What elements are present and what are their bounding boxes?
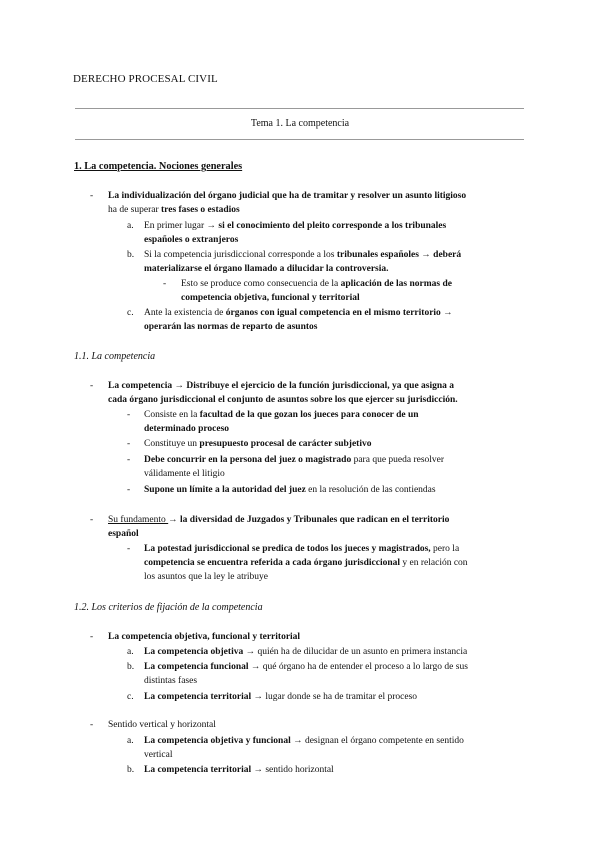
- s1-item-c-line-1: Ante la existencia de órganos con igual competencia en el mismo territorio →: [144, 308, 453, 318]
- s12-item-e: La competencia territorial → sentido horizontal: [144, 765, 334, 775]
- s11-bullet-2-line-2: español: [108, 529, 139, 539]
- list-marker-b: b.: [127, 250, 135, 260]
- s11-bullet-2-sub-line-1: La potestad jurisdiccional se predica de todos los jueces y magistrados, pero la: [144, 544, 460, 554]
- course-header: DERECHO PROCESAL CIVIL: [73, 73, 218, 85]
- s1-item-a-line-2: españoles o extranjeros: [144, 235, 239, 245]
- section-1-1-title: 1.1. La competencia: [74, 351, 156, 362]
- list-marker-c: c.: [127, 308, 134, 318]
- s11-bullet-2-sub-line-2: competencia se encuentra referida a cada órgano jurisdiccional y en relación con: [144, 558, 468, 568]
- bullet-dash: -: [127, 439, 131, 449]
- s1-bullet-1-line-1: La individualización del órgano judicial que ha de tramitar y resolver un asunto litigioso: [108, 191, 467, 201]
- list-marker-a: a.: [127, 647, 134, 657]
- bullet-dash: -: [163, 279, 167, 289]
- s12-item-d-line-1: La competencia objetiva y funcional → designan el órgano competente en sentido: [144, 736, 464, 746]
- bullet-dash: -: [90, 191, 94, 201]
- bullet-dash: -: [90, 381, 94, 391]
- top-divider: [75, 108, 524, 109]
- bullet-dash: -: [127, 544, 131, 554]
- bullet-dash: -: [127, 455, 131, 465]
- s12-item-d-line-2: vertical: [144, 750, 173, 760]
- section-1-2-title: 1.2. Los criterios de fijación de la competencia: [74, 602, 263, 613]
- s12-item-a: La competencia objetiva → quién ha de dilucidar de un asunto en primera instancia: [144, 647, 468, 657]
- s1-bullet-1-line-2: ha de superar tres fases o estadios: [108, 205, 240, 215]
- bullet-dash: -: [90, 720, 94, 730]
- s12-item-b-line-2: distintas fases: [144, 676, 198, 686]
- s11-sub-1-line-2: determinado proceso: [144, 424, 230, 434]
- s1-item-b-line-2: materializarse el órgano llamado a dilucidar la controversia.: [144, 264, 389, 274]
- s1-item-c-line-2: operarán las normas de reparto de asuntos: [144, 322, 318, 332]
- s1-item-b-line-1: Si la competencia jurisdiccional corresponde a los tribunales españoles → deberá: [144, 250, 462, 260]
- bullet-dash: -: [127, 485, 131, 495]
- s12-bullet-1: La competencia objetiva, funcional y territorial: [108, 632, 301, 642]
- section-1-title: 1. La competencia. Nociones generales: [74, 161, 243, 172]
- s11-sub-4: Supone un límite a la autoridad del juez en la resolución de las contiendas: [144, 485, 436, 495]
- list-marker-b: b.: [127, 662, 135, 672]
- s11-bullet-2-line-1: Su fundamento → la diversidad de Juzgados y Tribunales que radican en el territorio: [108, 515, 450, 525]
- list-marker-c: c.: [127, 692, 134, 702]
- s11-sub-3-line-1: Debe concurrir en la persona del juez o magistrado para que pueda resolver: [144, 455, 445, 465]
- s11-sub-2: Constituye un presupuesto procesal de carácter subjetivo: [144, 439, 372, 449]
- s11-bullet-1-line-1: La competencia → Distribuye el ejercicio de la función jurisdiccional, ya que asigna a: [108, 381, 455, 391]
- bullet-dash: -: [127, 410, 131, 420]
- s1-item-b-sub-line-2: competencia objetiva, funcional y territorial: [181, 293, 360, 303]
- bullet-dash: -: [90, 515, 94, 525]
- s12-bullet-2: Sentido vertical y horizontal: [108, 720, 216, 730]
- list-marker-a: a.: [127, 736, 134, 746]
- s1-item-b-sub-line-1: Esto se produce como consecuencia de la aplicación de las normas de: [181, 279, 452, 289]
- s11-bullet-1-line-2: cada órgano jurisdiccional el conjunto de asuntos sobre los que ejercer su jurisdicción.: [108, 395, 458, 405]
- s11-sub-3-line-2: válidamente el litigio: [144, 469, 225, 479]
- s1-item-a-line-1: En primer lugar → si el conocimiento del pleito corresponde a los tribunales: [144, 221, 447, 231]
- list-marker-a: a.: [127, 221, 134, 231]
- s11-bullet-2-sub-line-3: los asuntos que la ley le atribuye: [144, 572, 268, 582]
- list-marker-b: b.: [127, 765, 135, 775]
- bullet-dash: -: [90, 632, 94, 642]
- s12-item-c: La competencia territorial → lugar donde se ha de tramitar el proceso: [144, 692, 418, 702]
- bottom-divider: [75, 139, 524, 140]
- s12-item-b-line-1: La competencia funcional → qué órgano ha de entender el proceso a lo largo de sus: [144, 662, 468, 672]
- topic-title: Tema 1. La competencia: [250, 118, 350, 129]
- s11-sub-1-line-1: Consiste en la facultad de la que gozan los jueces para conocer de un: [144, 410, 419, 420]
